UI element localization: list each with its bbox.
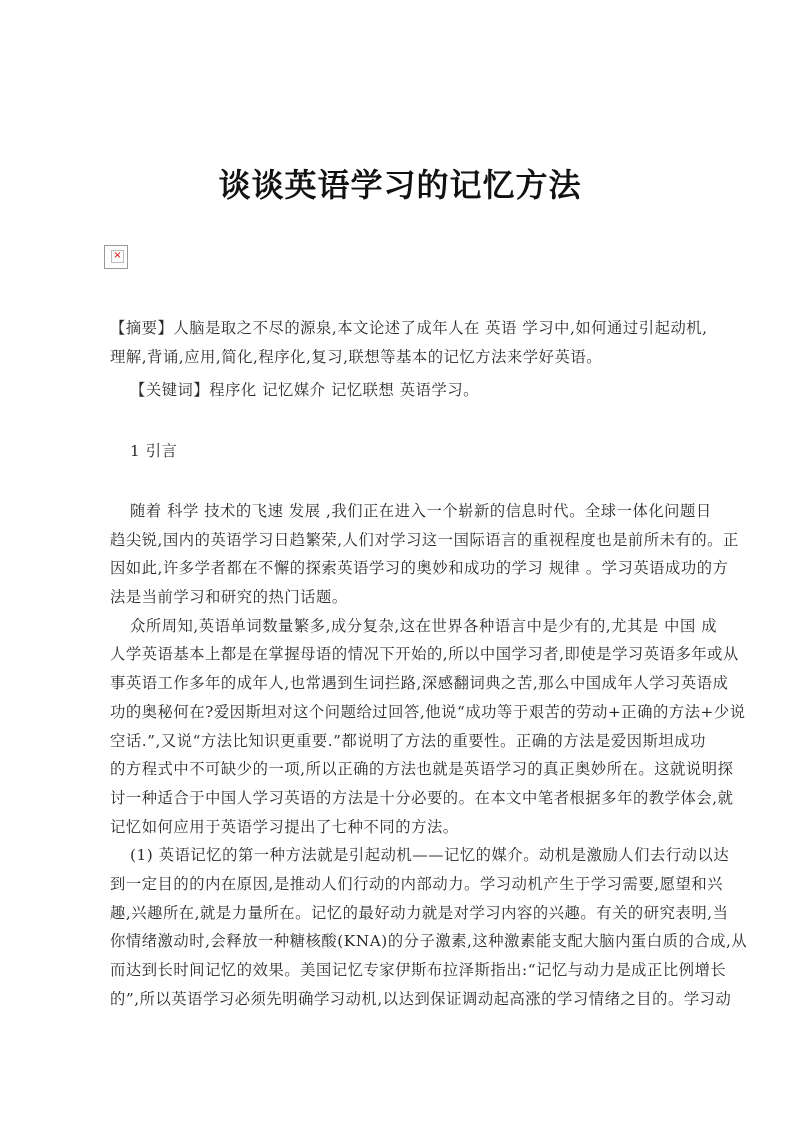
paragraph-line: 事英语工作多年的成年人,也常遇到生词拦路,深感翻词典之苦,那么中国成年人学习英语成 xyxy=(110,674,729,693)
paragraph-line: 讨一种适合于中国人学习英语的方法是十分必要的。在本文中笔者根据多年的教学体会,就 xyxy=(110,788,734,807)
abstract-line: 【摘要】人脑是取之不尽的源泉,本文论述了成年人在 英语 学习中,如何通过引起动机, xyxy=(110,319,708,337)
paragraph-line: 空话.”,又说“方法比知识更重要.”都说明了方法的重要性。正确的方法是爱因斯坦成功 xyxy=(110,731,706,750)
paragraph-line: 法是当前学习和研究的热门话题。 xyxy=(110,588,348,607)
broken-image-icon: × xyxy=(104,245,128,269)
paragraph-line: 趣,兴趣所在,就是力量所在。记忆的最好动力就是对学习内容的兴趣。有关的研究表明,当 xyxy=(110,903,729,922)
paragraph-line: 因如此,许多学者都在不懈的探索英语学习的奥妙和成功的学习 规律 。学习英语成功的方 xyxy=(110,559,729,578)
paragraph-line: 功的奥秘何在?爱因斯坦对这个问题给过回答,他说“成功等于艰苦的劳动+正确的方法+少说 xyxy=(110,702,746,721)
paragraph-line: 众所周知,英语单词数量繁多,成分复杂,这在世界各种语言中是少有的,尤其是 中国 成 xyxy=(130,616,718,635)
paragraph-line: 人学英语基本上都是在掌握母语的情况下开始的,所以中国学习者,即使是学习英语多年或从 xyxy=(110,645,739,664)
paragraph-line: 的”,所以英语学习必须先明确学习动机,以达到保证调动起高涨的学习情绪之目的。学习动 xyxy=(110,989,732,1008)
section-heading-wrap xyxy=(110,437,710,466)
keywords: 【关键词】程序化 记忆媒介 记忆联想 英语学习。 xyxy=(130,381,480,400)
paragraph-line: 的方程式中不可缺少的一项,所以正确的方法也就是英语学习的真正奥妙所在。这就说明探 xyxy=(110,760,734,779)
abstract xyxy=(110,314,710,405)
abstract-line: 理解,背诵,应用,简化,程序化,复习,联想等基本的记忆方法来学好英语。 xyxy=(110,347,603,366)
paragraph-line: (1) 英语记忆的第一种方法就是引起动机——记忆的媒介。动机是激励人们去行动以达 xyxy=(130,846,730,865)
paragraph-line: 到一定目的的内在原因,是推动人们行动的内部动力。学习动机产生于学习需要,愿望和兴 xyxy=(110,874,724,893)
paragraph-line: 记忆如何应用于英语学习提出了七种不同的方法。 xyxy=(110,817,459,836)
section-heading: 1 引言 xyxy=(130,442,178,460)
paragraph-line: 你情绪激动时,会释放一种糖核酸(KNA)的分子激素,这种激素能支配大脑内蛋白质的合成,从 xyxy=(110,932,748,951)
paragraph-line: 而达到长时间记忆的效果。美国记忆专家伊斯布拉泽斯指出:“记忆与动力是成正比例增长 xyxy=(110,961,727,979)
paragraph-line: 随着 科学 技术的飞速 发展 ,我们正在进入一个崭新的信息时代。全球一体化问题日 xyxy=(130,502,712,520)
paragraph-line: 趋尖锐,国内的英语学习日趋繁荣,人们对学习这一国际语言的重视程度也是前所未有的。正 xyxy=(110,530,739,549)
document-title: 谈谈英语学习的记忆方法 xyxy=(218,166,582,204)
body-text xyxy=(110,497,748,1013)
